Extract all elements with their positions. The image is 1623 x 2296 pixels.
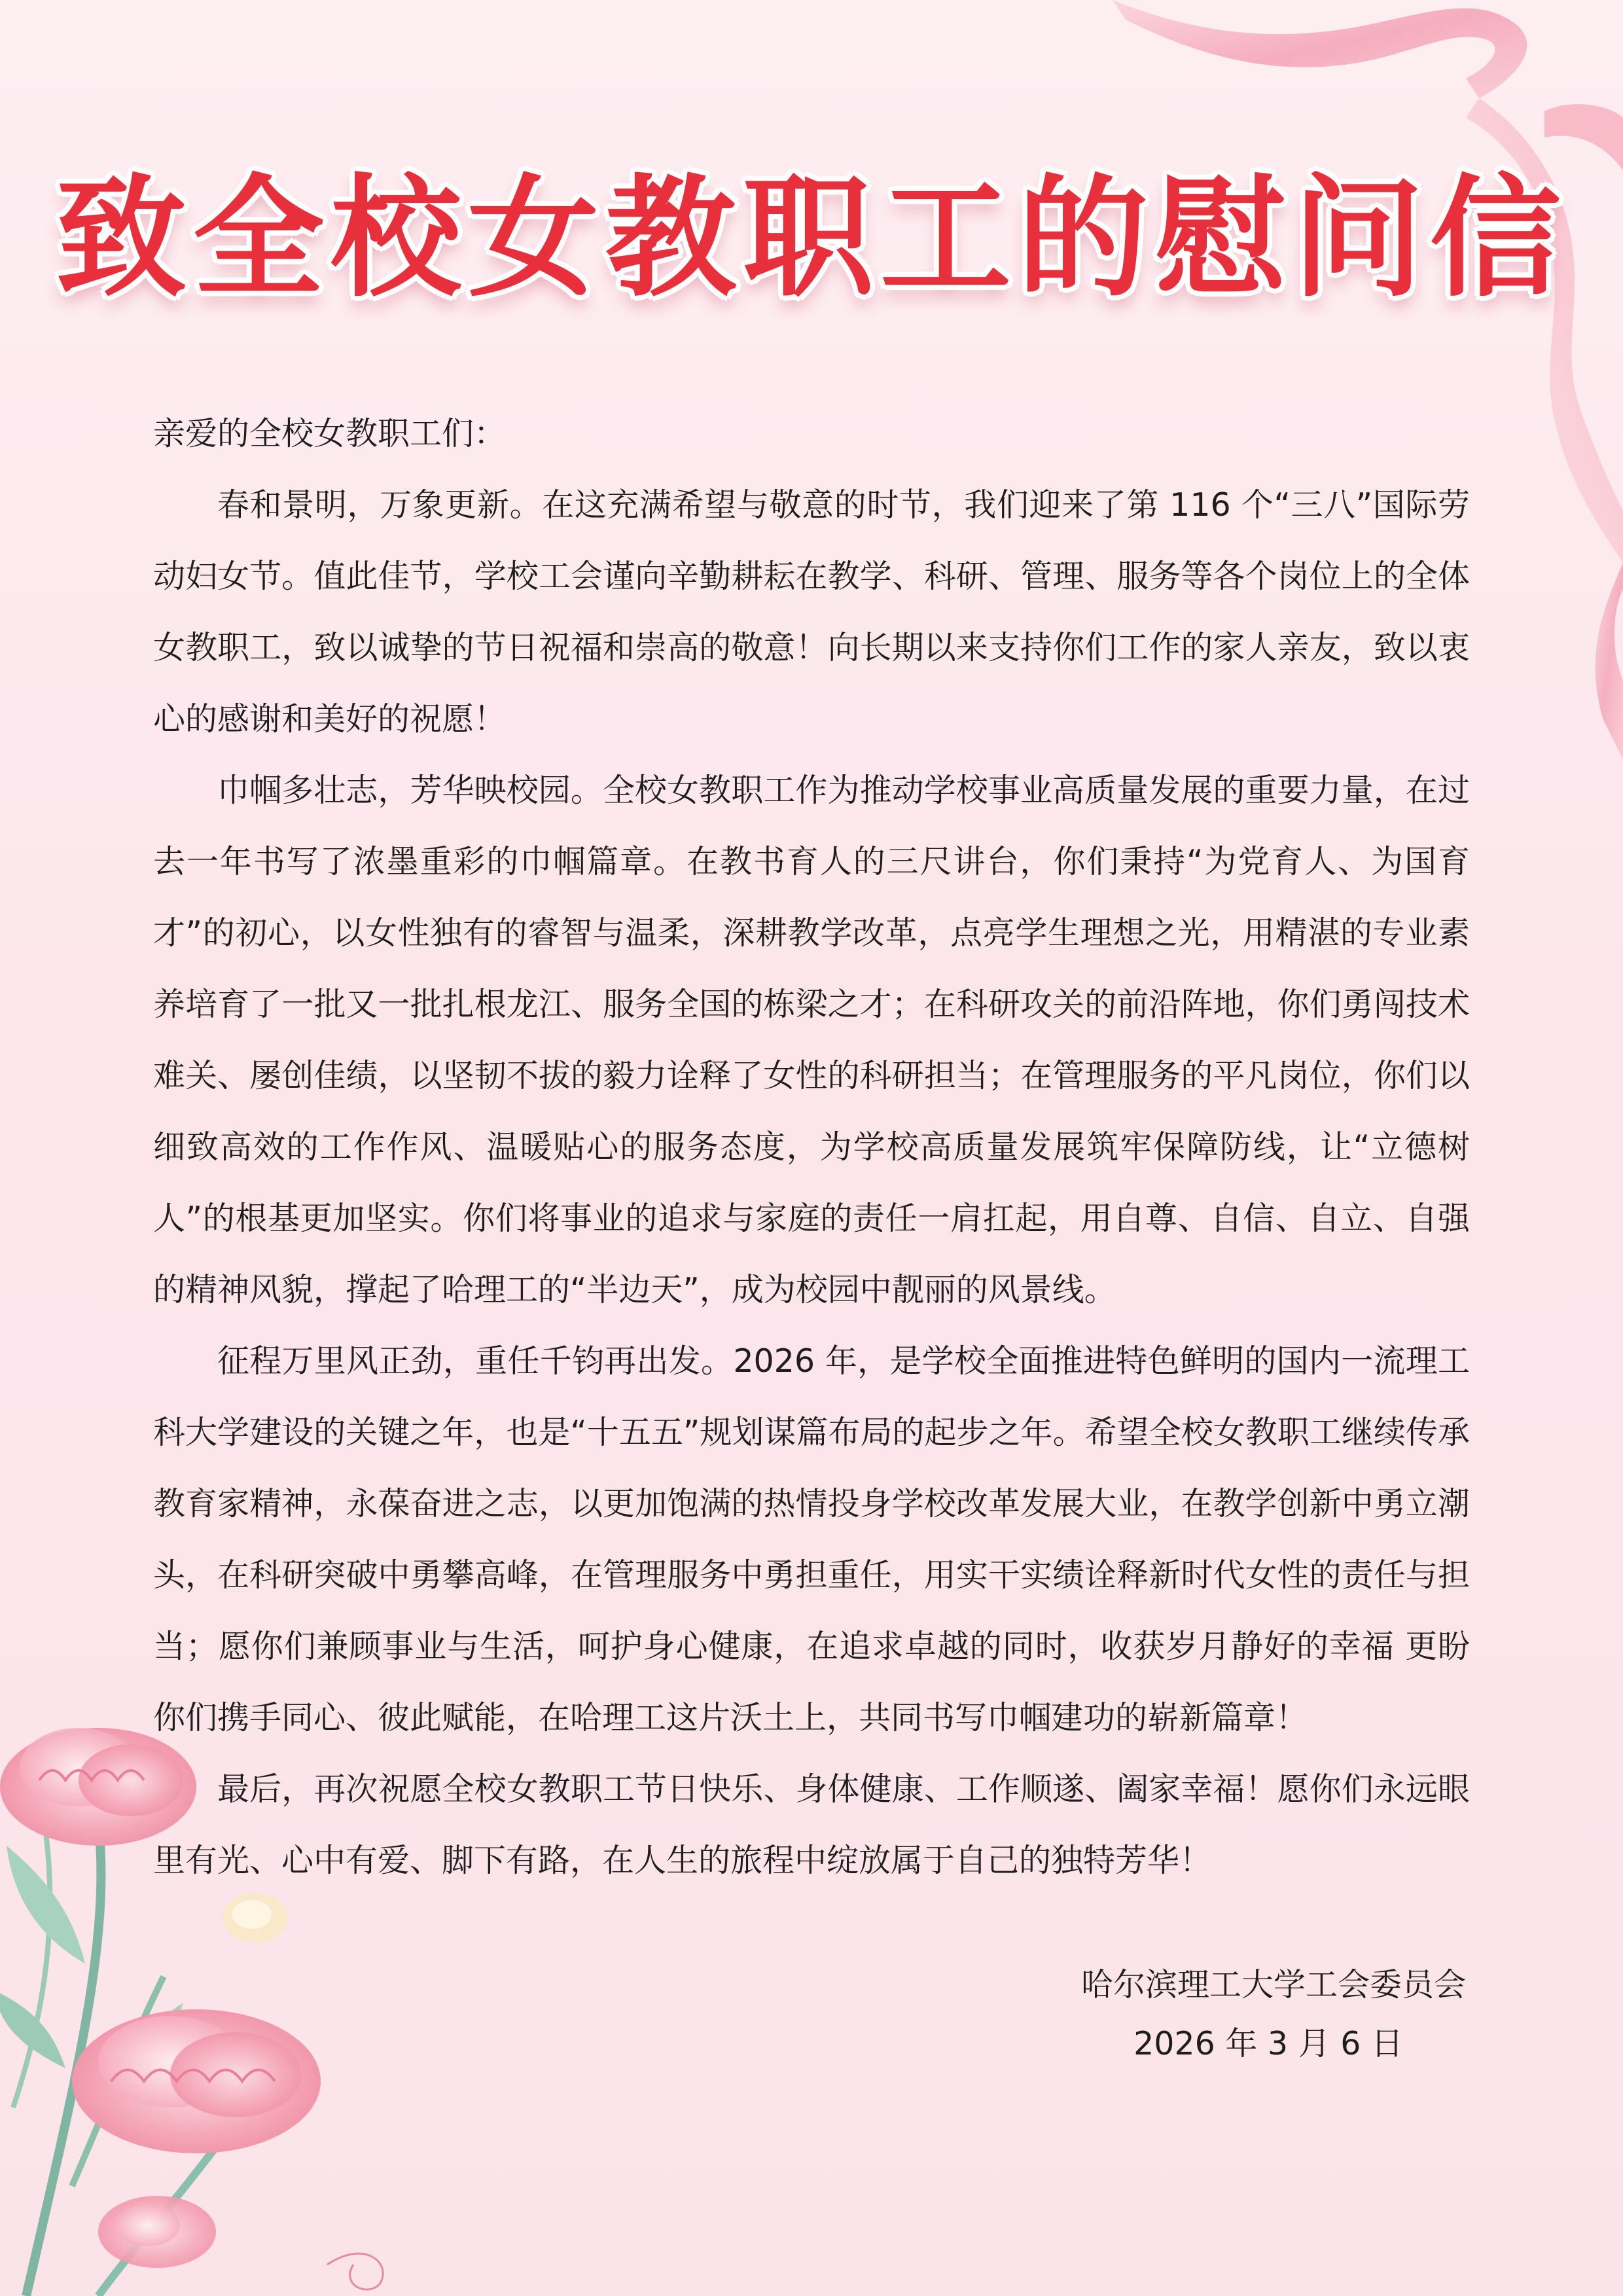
paragraph-2: 巾帼多壮志，芳华映校园。全校女教职工作为推动学校事业高质量发展的重要力量，在过去一年书写了浓墨重彩的巾帼篇章。在教书育人的三尺讲台，你们秉持“为党育人、为国育才”的初心，以女性独有的睿智与温柔，深耕教学改革，点亮学生理想之光，用精湛的专业素养培育了一批又一批扎根龙江、服务全国的栋梁之才；在科研攻关的前沿阵地，你们勇闯技术难关、屡创佳绩，以坚韧不拔的毅力诠释了女性的科研担当；在管理服务的平凡岗位，你们以细致高效的工作作风、温暖贴心的服务态度，为学校高质量发展筑牢保障防线，让“立德树人”的根基更加坚实。你们将事业的追求与家庭的责任一肩扛起，用自尊、自信、自立、自强的精神风貌，撑起了哈理工的“半边天”，成为校园中靓丽的风景线。: [153, 772, 1470, 1308]
page-title: 致全校女教职工的慰问信: [55, 162, 1567, 315]
paragraph-1: 春和景明，万象更新。在这充满希望与敬意的时节，我们迎来了第 116 个“三八”国际劳动妇女节。值此佳节，学校工会谨向辛勤耕耘在教学、科研、管理、服务等各个岗位上的全体女教职工，致以诚挚的节日祝福和崇高的敬意！向长期以来支持你们工作的家人亲友，致以衷心的感谢和美好的祝愿！: [153, 486, 1470, 738]
paragraph-4: 最后，再次祝愿全校女教职工节日快乐、身体健康、工作顺遂、阖家幸福！愿你们永远眼里有光、心中有爱、脚下有路，在人生的旅程中绽放属于自己的独特芳华！: [153, 1770, 1470, 1879]
signature-organization: 哈尔滨理工大学工会委员会: [1080, 1966, 1466, 2003]
letter-body: [153, 398, 1470, 1896]
carnation-middle: [72, 2009, 321, 2153]
signature-block: [1081, 1956, 1466, 2073]
signature-date: 2026 年 3 月 6 日: [1133, 2025, 1403, 2062]
salutation: 亲爱的全校女教职工们：: [153, 415, 507, 452]
paragraph-3: 征程万里风正劲，重任千钧再出发。2026 年，是学校全面推进特色鲜明的国内一流理工科大学建设的关键之年，也是“十五五”规划谋篇布局的起步之年。希望全校女教职工继续传承教育家精神，永葆奋进之志，以更加饱满的热情投身学校改革发展大业，在教学创新中勇立潮头，在科研突破中勇攀高峰，在管理服务中勇担重任，用实干实绩诠释新时代女性的责任与担当；愿你们兼顾事业与生活，呵护身心健康，在追求卓越的同时，收获岁月静好的幸福 更盼你们携手同心、彼此赋能，在哈理工这片沃土上，共同书写巾帼建功的崭新篇章！: [153, 1342, 1470, 1736]
